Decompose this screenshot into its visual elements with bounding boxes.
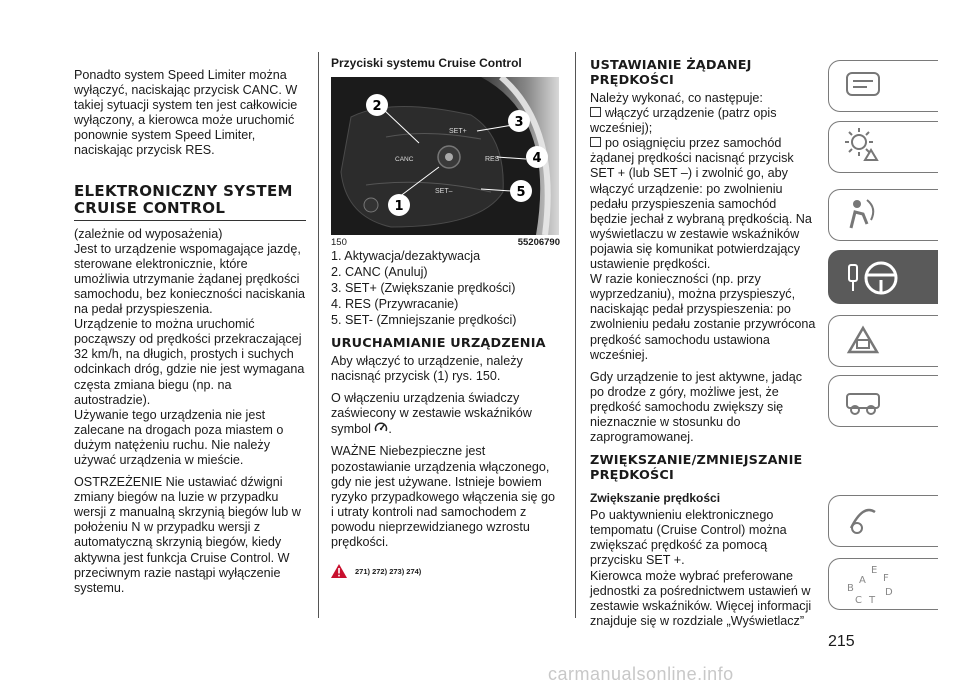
figure-number: 150 (331, 237, 347, 248)
overtaking-paragraph: W razie konieczności (np. przy wyprzedzaniu), można przyspieszyć, naciskając pedał przyspieszenia: po zwolnieniu pedału zostanie przywrócona prędkość samochodu ustawiona wcześniej. (590, 272, 816, 362)
sidebar-tab-index[interactable] (828, 558, 938, 610)
subheading-increase: Zwiększanie prędkości (590, 491, 721, 506)
index-letter: D (885, 587, 893, 598)
figure-title: Przyciski systemu Cruise Control (331, 56, 522, 70)
maintenance-icon (843, 380, 883, 420)
section-heading-startup: URUCHAMIANIE URZĄDZENIA (331, 336, 546, 351)
index-letter: F (883, 573, 889, 584)
important-paragraph: WAŻNE Niebezpieczne jest pozostawianie urządzenia włączonego, gdy nie jest używane. Istnieje bowiem ryzyko przypadkowego włączenia się go i utraty kontroli nad samochodem z powodu nieprzewidzianego wzrostu prędkości. (331, 444, 556, 550)
column-divider (318, 52, 319, 618)
set-minus-label: SET– (435, 188, 453, 195)
index-letter: B (847, 583, 854, 594)
car-dashboard-icon (843, 65, 883, 105)
res-label: RES (485, 156, 500, 163)
set-plus-label: SET+ (449, 128, 467, 135)
index-letter: E (871, 565, 878, 576)
index-letter: A (859, 575, 866, 586)
caption-item: 1. Aktywacja/dezaktywacja (331, 249, 481, 263)
callout-4: 4 (532, 151, 542, 166)
section-heading-cruise-control: ELEKTRONICZNY SYSTEM CRUISE CONTROL (74, 183, 306, 221)
warning-lights-icon (843, 126, 883, 166)
cruise-onoff-button (364, 198, 378, 212)
caption-item: 3. SET+ (Zwiększanie prędkości) (331, 281, 516, 295)
multimedia-icon (843, 500, 883, 540)
description-paragraph: Jest to urządzenie wspomagające jazdę, sterowane elektronicznie, które umożliwia utrzymanie żądanej prędkości samochodu, bez konieczności naciskania na pedał przyspieszenia. (74, 241, 306, 317)
caption-item: 2. CANC (Anuluj) (331, 265, 428, 279)
steering-wheel-controls-figure (331, 77, 559, 235)
warning-triangle-icon (331, 564, 347, 578)
indicator-paragraph: O włączeniu urządzenia świadczy zaświecony w zestawie wskaźników symbol . (331, 391, 532, 437)
column-middle (331, 56, 560, 578)
warning-references (331, 564, 560, 578)
section-heading-set-speed: USTAWIANIE ŻĄDANEJ PRĘDKOŚCI (590, 58, 752, 88)
column-right (590, 52, 816, 629)
checkbox-bullet-icon (590, 107, 601, 117)
steering-wheel-illustration (331, 77, 559, 235)
bullet-item: po osiągnięciu przez samochód żądanej prędkości nacisnąć przycisk SET + (lub SET –) i zwolnić go, aby włączyć urządzenie: po zwolnieniu pedału przyspieszenia samochód będzie jechał z wybraną prędkością. Na wyświetlaczu w zestawie wskaźników pojawia się komunikat potwierdzający ustawienie prędkości. (590, 136, 812, 272)
increase-paragraph: Po uaktywnieniu elektronicznego tempomatu (Cruise Control) można zwiększać prędkość za pomocą przycisku SET +. (590, 508, 787, 568)
callout-5: 5 (516, 185, 526, 200)
units-paragraph: Kierowca może wybrać preferowane jednostki za pośrednictwem ustawień w zestawie wskaźników. Więcej informacji znajduje się w rozdziale „Wyświetlacz” (590, 568, 812, 628)
index-icon (843, 563, 903, 609)
starting-driving-icon (843, 255, 903, 299)
emergency-icon (843, 320, 883, 360)
figure-meta (331, 237, 560, 248)
sidebar-tab-multimedia[interactable] (828, 495, 938, 547)
index-letter: C (855, 595, 862, 606)
warning-paragraph: OSTRZEŻENIE Nie ustawiać dźwigni zmiany biegów na luzie w przypadku wersji z manualną skrzynią biegów lub w położeniu N w przypadku wersji z automatyczną skrzynią biegów, kiedy aktywna jest funkcja Cruise Control. W przeciwnym razie nastąpi wyłączenie systemu. (74, 475, 301, 595)
canc-label: CANC (395, 156, 414, 163)
sidebar-tab-dashboard[interactable] (828, 60, 938, 112)
caption-item: 5. SET- (Zmniejszanie prędkości) (331, 313, 517, 327)
warning-reference-list: 271) 272) 273) 274) (355, 566, 422, 576)
column-left (74, 68, 306, 596)
sidebar-tab-starting-driving[interactable] (828, 250, 938, 304)
sidebar-tab-maintenance[interactable] (828, 375, 938, 427)
steps-intro: Należy wykonać, co następuje: (590, 91, 763, 105)
watermark: carmanualsonline.info (548, 664, 734, 684)
page-number: 215 (828, 633, 855, 650)
figure-captions (331, 248, 560, 328)
activation-speed-paragraph: Urządzenie to można uruchomić począwszy od prędkości przekraczającej 32 km/h, na długich, prostych i suchych odcinkach dróg, gdzie nie jest wymagana częsta zmiana biegu (np. na autostradzie). (74, 317, 305, 407)
downhill-paragraph: Gdy urządzenie to jest aktywne, jadąc po drodze z góry, możliwe jest, że prędkość samochodu zwiększy się nieznacznie w stosunku do zaprogramowanej. (590, 369, 803, 445)
section-heading-speed-adjust: ZWIĘKSZANIE/ZMNIEJSZANIE PRĘDKOŚCI (590, 453, 803, 484)
safety-airbag-icon (843, 194, 883, 234)
startup-paragraph: Aby włączyć to urządzenie, należy nacisnąć przycisk (1) rys. 150. (331, 354, 523, 384)
callout-3: 3 (514, 115, 524, 130)
sidebar-tab-safety[interactable] (828, 189, 938, 241)
index-letter: T (869, 595, 876, 606)
intro-paragraph: Ponadto system Speed Limiter można wyłączyć, naciskając przycisk CANC. W takiej sytuacji system ten jest całkowicie wyłączony, a kierowca może uruchomić ponownie system Speed Limiter, naciskając przycisk RES. (74, 68, 298, 158)
caption-item: 4. RES (Przywracanie) (331, 297, 459, 311)
sidebar-tab-warnings[interactable] (828, 121, 938, 173)
usage-paragraph: Używanie tego urządzenia nie jest zalecane na drogach poza miastem o dużym natężeniu ruchu. Nie należy używać urządzenia w mieście. (74, 407, 284, 467)
checkbox-bullet-icon (590, 137, 601, 147)
sidebar-tab-emergency[interactable] (828, 315, 938, 367)
bullet-item: włączyć urządzenie (patrz opis wcześniej); (590, 106, 777, 136)
availability-note: (zależnie od wyposażenia) (74, 226, 223, 241)
figure-code: 55206790 (517, 237, 560, 248)
callout-1: 1 (394, 199, 404, 214)
cruise-control-indicator-icon (374, 421, 388, 435)
callout-2: 2 (372, 99, 382, 114)
column-divider (575, 52, 576, 618)
